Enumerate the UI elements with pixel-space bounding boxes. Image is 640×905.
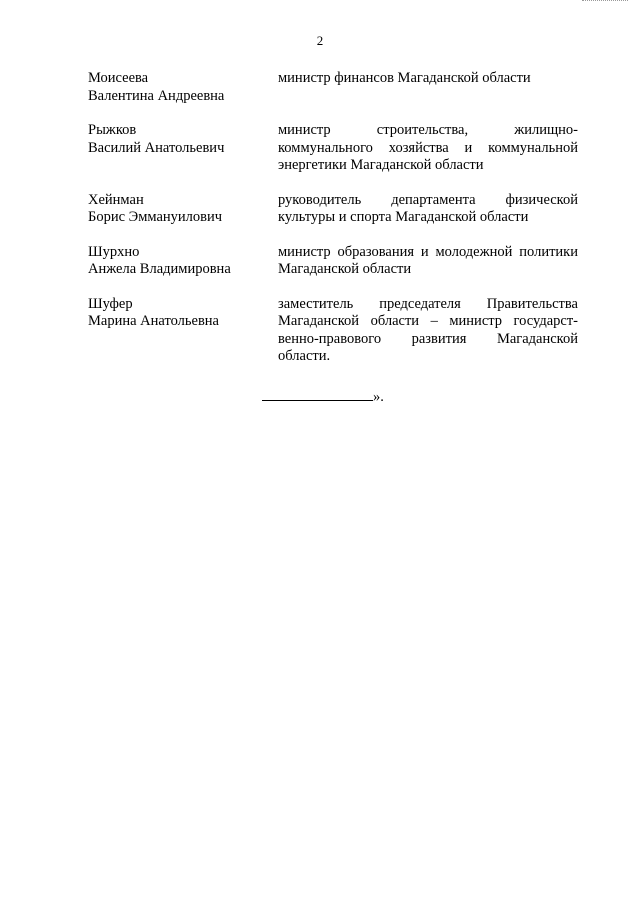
member-surname: Хейнман xyxy=(88,191,144,208)
member-role-line: культуры и спорта Магаданской области xyxy=(278,209,529,225)
member-role-line: руководитель департамента физической xyxy=(278,191,578,208)
member-entry xyxy=(88,122,578,175)
members-list xyxy=(88,70,578,383)
member-surname: Шуфер xyxy=(88,295,133,312)
member-role-line: Магаданской области – министр государст- xyxy=(278,313,578,329)
member-role-line: Магаданской области xyxy=(278,261,412,277)
member-role xyxy=(278,244,578,279)
member-role xyxy=(278,296,578,366)
member-role-line: заместитель председателя Правительства xyxy=(278,295,578,312)
member-surname: Шурхно xyxy=(88,243,140,260)
member-entry xyxy=(88,70,578,105)
member-given-names: Валентина Андреевна xyxy=(88,87,225,104)
member-role xyxy=(278,192,578,227)
member-given-names: Анжела Владимировна xyxy=(88,261,231,277)
member-name xyxy=(88,122,278,175)
member-name xyxy=(88,244,278,279)
member-name xyxy=(88,70,278,105)
member-given-names: Марина Анатольевна xyxy=(88,313,219,329)
closing-mark xyxy=(262,386,384,406)
member-role-line: министр финансов Магаданской области xyxy=(278,70,531,86)
member-given-names: Василий Анатольевич xyxy=(88,139,225,156)
member-role-line: венно-правового развития Магаданской xyxy=(278,330,578,347)
member-role xyxy=(278,70,578,105)
member-name xyxy=(88,296,278,366)
page-number: 2 xyxy=(316,33,324,48)
member-role-line: министр строительства, жилищно- xyxy=(278,122,578,138)
member-entry xyxy=(88,192,578,227)
member-role-line: области. xyxy=(278,348,331,364)
member-given-names: Борис Эммануилович xyxy=(88,209,223,225)
member-role xyxy=(278,122,578,175)
member-surname: Рыжков xyxy=(88,122,137,138)
member-entry xyxy=(88,296,578,366)
scan-corner-mark xyxy=(582,0,628,3)
closing-quote: ». xyxy=(373,389,384,405)
member-name xyxy=(88,192,278,227)
member-entry xyxy=(88,244,578,279)
signature-underline xyxy=(262,386,373,401)
member-role-line: коммунального хозяйства и коммунальной xyxy=(278,139,578,156)
member-role-line: министр образования и молодежной политики xyxy=(278,243,578,260)
member-role-line: энергетики Магаданской области xyxy=(278,157,484,173)
member-surname: Моисеева xyxy=(88,70,149,86)
